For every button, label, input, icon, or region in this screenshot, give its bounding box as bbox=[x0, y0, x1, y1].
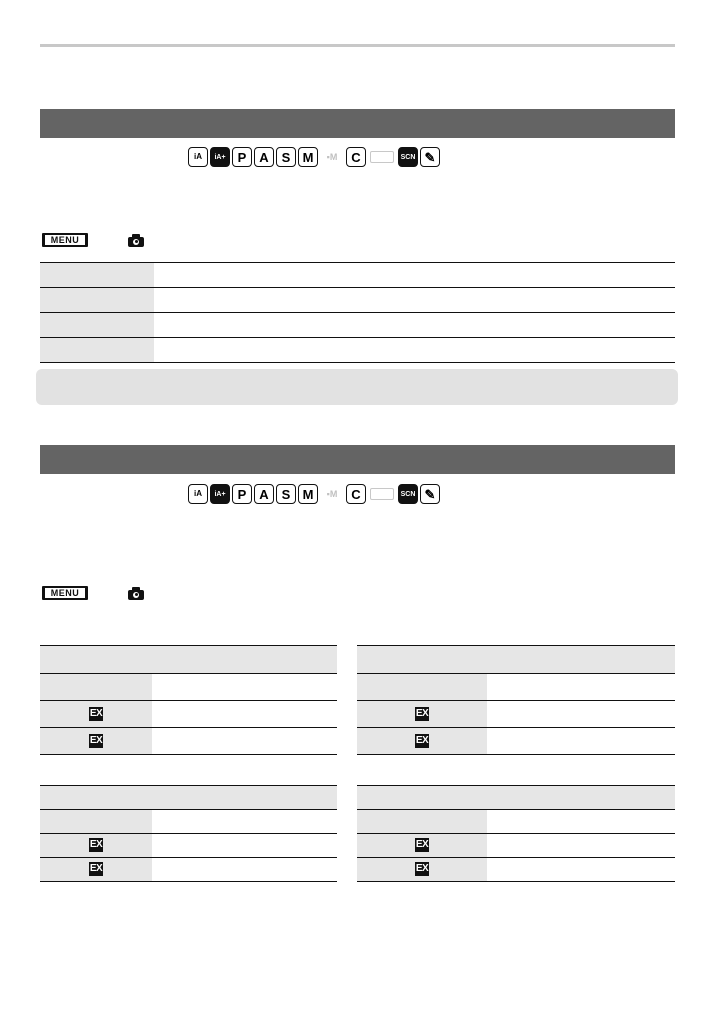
intelligent-auto-plus-mode-icon: iA+ bbox=[210, 484, 230, 504]
rec-menu-camera-icon bbox=[128, 587, 144, 600]
table-row bbox=[357, 810, 675, 834]
manual-exposure-mode-icon: M bbox=[298, 147, 318, 167]
program-ae-mode-icon: P bbox=[232, 484, 252, 504]
creative-video-mode-icon: ▪M bbox=[326, 151, 338, 162]
settings-table-1 bbox=[40, 262, 675, 363]
extended-optical-zoom-icon: EX bbox=[89, 707, 103, 719]
custom-mode-icon: C bbox=[346, 147, 366, 167]
note-box bbox=[36, 369, 678, 405]
aperture-priority-mode-icon: A bbox=[254, 147, 274, 167]
column-header bbox=[152, 786, 337, 810]
available-modes-1 bbox=[188, 146, 440, 168]
rec-menu-camera-icon bbox=[128, 234, 144, 247]
size-label-cell bbox=[357, 834, 487, 858]
manual-exposure-mode-icon: M bbox=[298, 484, 318, 504]
size-table-bottom-left bbox=[40, 785, 337, 882]
row-description bbox=[154, 288, 675, 313]
shutter-priority-mode-icon: S bbox=[276, 484, 296, 504]
table-row bbox=[40, 338, 675, 363]
size-value bbox=[487, 728, 675, 755]
table-row bbox=[40, 674, 337, 701]
section-2-header-bar bbox=[40, 445, 675, 474]
table-row bbox=[40, 263, 675, 288]
menu-path-1 bbox=[42, 233, 144, 247]
top-rule bbox=[40, 44, 675, 47]
extended-optical-zoom-icon: EX bbox=[89, 734, 103, 746]
creative-video-mode-icon: ▪M bbox=[326, 488, 338, 499]
intelligent-auto-plus-mode-icon: iA+ bbox=[210, 147, 230, 167]
table-row bbox=[40, 810, 337, 834]
size-value bbox=[487, 674, 675, 701]
table-row bbox=[357, 701, 675, 728]
intelligent-auto-mode-icon: iA bbox=[188, 484, 208, 504]
scene-guide-mode-icon: SCN bbox=[398, 484, 418, 504]
table-row bbox=[357, 728, 675, 755]
table-row bbox=[357, 834, 675, 858]
table-row bbox=[357, 786, 675, 810]
table-row bbox=[40, 834, 337, 858]
menu-button-icon: MENU bbox=[42, 233, 88, 247]
column-header bbox=[152, 646, 337, 674]
table-row bbox=[40, 858, 337, 882]
size-label-cell bbox=[357, 858, 487, 882]
column-header bbox=[487, 646, 675, 674]
extended-optical-zoom-icon: EX bbox=[89, 863, 103, 875]
size-label-cell bbox=[357, 701, 487, 728]
size-label-cell bbox=[357, 786, 487, 810]
size-value bbox=[487, 810, 675, 834]
size-value bbox=[487, 834, 675, 858]
panorama-mode-icon bbox=[370, 488, 394, 500]
creative-control-mode-icon: ✎ bbox=[420, 484, 440, 504]
size-label-cell bbox=[40, 786, 152, 810]
size-table-top-right bbox=[357, 645, 675, 755]
menu-path-2 bbox=[42, 586, 144, 600]
intelligent-auto-mode-icon: iA bbox=[188, 147, 208, 167]
extended-optical-zoom-icon: EX bbox=[415, 863, 429, 875]
table-row bbox=[40, 786, 337, 810]
size-value bbox=[152, 674, 337, 701]
size-value bbox=[152, 858, 337, 882]
size-label-cell bbox=[357, 674, 487, 701]
size-label-cell bbox=[40, 701, 152, 728]
size-table-bottom-right bbox=[357, 785, 675, 882]
table-row bbox=[357, 674, 675, 701]
scene-guide-mode-icon: SCN bbox=[398, 147, 418, 167]
row-label bbox=[40, 288, 154, 313]
section-1-header-bar bbox=[40, 109, 675, 138]
column-header bbox=[487, 786, 675, 810]
size-label-cell bbox=[357, 646, 487, 674]
size-value bbox=[487, 858, 675, 882]
table-row bbox=[357, 646, 675, 674]
table-row bbox=[40, 313, 675, 338]
row-description bbox=[154, 338, 675, 363]
program-ae-mode-icon: P bbox=[232, 147, 252, 167]
row-label bbox=[40, 313, 154, 338]
size-table-top-left bbox=[40, 645, 337, 755]
size-label-cell bbox=[40, 674, 152, 701]
size-label-cell bbox=[357, 810, 487, 834]
table-row bbox=[40, 728, 337, 755]
aperture-priority-mode-icon: A bbox=[254, 484, 274, 504]
extended-optical-zoom-icon: EX bbox=[89, 839, 103, 851]
size-label-cell bbox=[40, 646, 152, 674]
row-description bbox=[154, 313, 675, 338]
creative-control-mode-icon: ✎ bbox=[420, 147, 440, 167]
extended-optical-zoom-icon: EX bbox=[415, 734, 429, 746]
menu-button-icon: MENU bbox=[42, 586, 88, 600]
available-modes-2 bbox=[188, 483, 440, 505]
size-label-cell bbox=[40, 728, 152, 755]
table-row bbox=[40, 288, 675, 313]
extended-optical-zoom-icon: EX bbox=[415, 707, 429, 719]
table-row bbox=[40, 701, 337, 728]
row-label bbox=[40, 263, 154, 288]
size-label-cell bbox=[40, 834, 152, 858]
size-label-cell bbox=[357, 728, 487, 755]
size-value bbox=[152, 810, 337, 834]
shutter-priority-mode-icon: S bbox=[276, 147, 296, 167]
extended-optical-zoom-icon: EX bbox=[415, 839, 429, 851]
size-label-cell bbox=[40, 858, 152, 882]
panorama-mode-icon bbox=[370, 151, 394, 163]
table-row bbox=[357, 858, 675, 882]
row-description bbox=[154, 263, 675, 288]
table-row bbox=[40, 646, 337, 674]
size-label-cell bbox=[40, 810, 152, 834]
size-value bbox=[152, 701, 337, 728]
size-value bbox=[152, 834, 337, 858]
row-label bbox=[40, 338, 154, 363]
size-value bbox=[487, 701, 675, 728]
custom-mode-icon: C bbox=[346, 484, 366, 504]
size-value bbox=[152, 728, 337, 755]
